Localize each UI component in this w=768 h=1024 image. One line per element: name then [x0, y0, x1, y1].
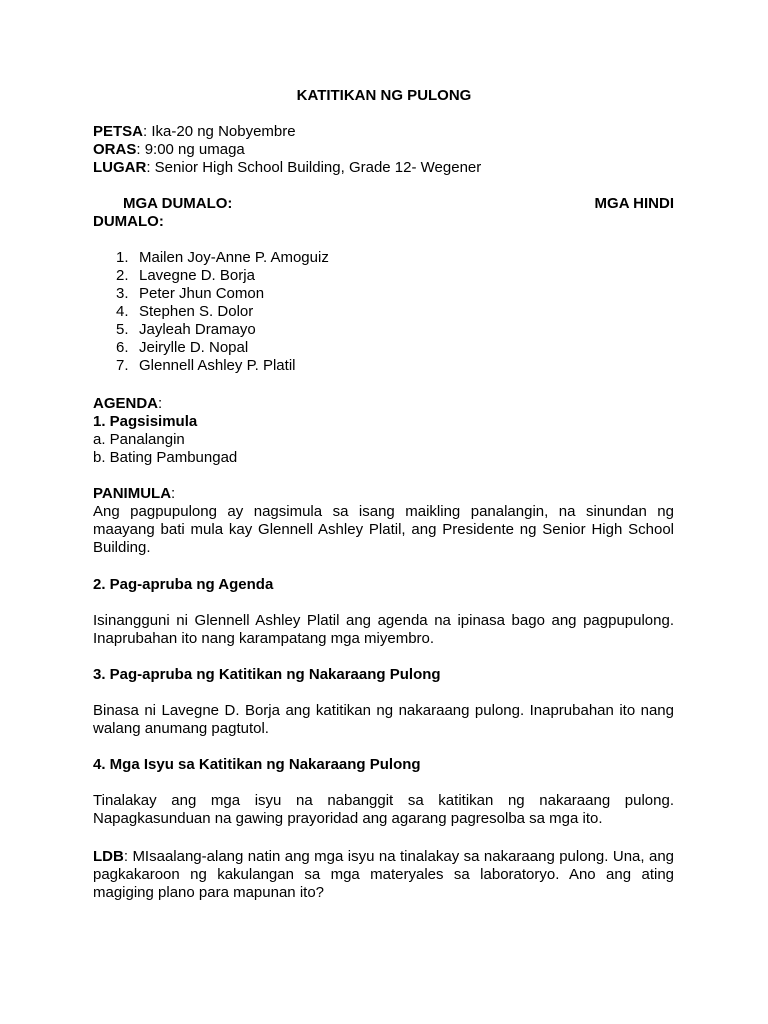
- attendee-item: [116, 303, 253, 321]
- oras-line: [93, 141, 245, 159]
- petsa-separator: :: [143, 123, 152, 140]
- attendee-number: 4.: [116, 303, 129, 320]
- attendee-number: 7.: [116, 357, 129, 374]
- attendee-number: 6.: [116, 339, 129, 356]
- attendee-item: [116, 267, 255, 285]
- lugar-value: Senior High School Building, Grade 12- Wegener: [154, 159, 482, 176]
- panimula-label: PANIMULA: [93, 485, 172, 502]
- attendee-item: [116, 357, 295, 375]
- section-2-heading: 2. Pag-apruba ng Agenda: [93, 576, 274, 593]
- attendee-name: Mailen Joy-Anne P. Amoguiz: [139, 249, 329, 266]
- attendee-number: 2.: [116, 267, 129, 284]
- section-4-heading: 4. Mga Isyu sa Katitikan ng Nakaraang Pulong: [93, 756, 421, 773]
- panimula-colon: :: [171, 485, 176, 502]
- oras-label: ORAS: [93, 141, 137, 158]
- attendee-item: [116, 339, 248, 357]
- ldb-paragraph: [93, 848, 674, 902]
- petsa-value: Ika-20 ng Nobyembre: [151, 123, 296, 140]
- section-4-paragraph: Tinalakay ang mga isyu na nabanggit sa katitikan ng nakaraang pulong. Napagkasunduan na gawing prayoridad ang agarang pagresolba sa mga ito.: [93, 792, 674, 827]
- panimula-paragraph: Ang pagpupulong ay nagsimula sa isang maikling panalangin, na sinundan ng maayang bati mula kay Glennell Ashley Platil, ang Presidente ng Senior High School Building.: [93, 503, 674, 556]
- agenda-item-1: 1. Pagsisimula: [93, 413, 198, 430]
- oras-separator: :: [136, 141, 145, 158]
- ldb-text: MIsaalang-alang natin ang mga isyu na tinalakay sa nakaraang pulong. Una, ang pagkakaroon ng kakulangan sa mga materyales sa laboratoryo. Ano ang ating magiging plano para mapunan ito?: [93, 848, 674, 901]
- attendee-number: 3.: [116, 285, 129, 302]
- lugar-label: LUGAR: [93, 159, 147, 176]
- attendee-number: 1.: [116, 249, 129, 266]
- ldb-separator: :: [123, 848, 133, 865]
- attendee-item: [116, 285, 264, 303]
- agenda-colon: :: [158, 395, 163, 412]
- lugar-line: [93, 159, 481, 177]
- agenda-sub-item-a: a. Panalangin: [93, 431, 185, 448]
- petsa-label: PETSA: [93, 123, 144, 140]
- dumalo-heading: MGA DUMALO:: [123, 195, 233, 212]
- document-title: KATITIKAN NG PULONG: [296, 87, 472, 104]
- section-3-heading: 3. Pag-apruba ng Katitikan ng Nakaraang Pulong: [93, 666, 441, 683]
- attendee-name: Stephen S. Dolor: [139, 303, 254, 320]
- attendee-name: Jeirylle D. Nopal: [139, 339, 249, 356]
- section-3-paragraph: Binasa ni Lavegne D. Borja ang katitikan ng nakaraang pulong. Inaprubahan ito nang walang anumang pagtutol.: [93, 702, 674, 737]
- oras-value: 9:00 ng umaga: [144, 141, 245, 158]
- agenda-heading: [93, 395, 162, 413]
- lugar-separator: :: [146, 159, 155, 176]
- panimula-heading: [93, 485, 175, 503]
- attendee-name: Jayleah Dramayo: [139, 321, 256, 338]
- section-2-paragraph: Isinangguni ni Glennell Ashley Platil ang agenda na ipinasa bago ang pagpupulong. Inaprubahan ito nang karampatang mga miyembro.: [93, 612, 674, 647]
- ldb-label: LDB: [93, 848, 124, 865]
- attendee-item: [116, 249, 329, 267]
- attendee-number: 5.: [116, 321, 129, 338]
- attendee-name: Glennell Ashley P. Platil: [139, 357, 296, 374]
- attendee-item: [116, 321, 256, 339]
- agenda-label: AGENDA: [93, 395, 159, 412]
- dumalo-heading-continuation: DUMALO:: [93, 213, 164, 230]
- attendee-name: Peter Jhun Comon: [139, 285, 265, 302]
- petsa-line: [93, 123, 296, 141]
- attendee-name: Lavegne D. Borja: [139, 267, 255, 284]
- agenda-sub-item-b: b. Bating Pambungad: [93, 449, 238, 466]
- hindi-dumalo-heading: MGA HINDI: [594, 195, 674, 212]
